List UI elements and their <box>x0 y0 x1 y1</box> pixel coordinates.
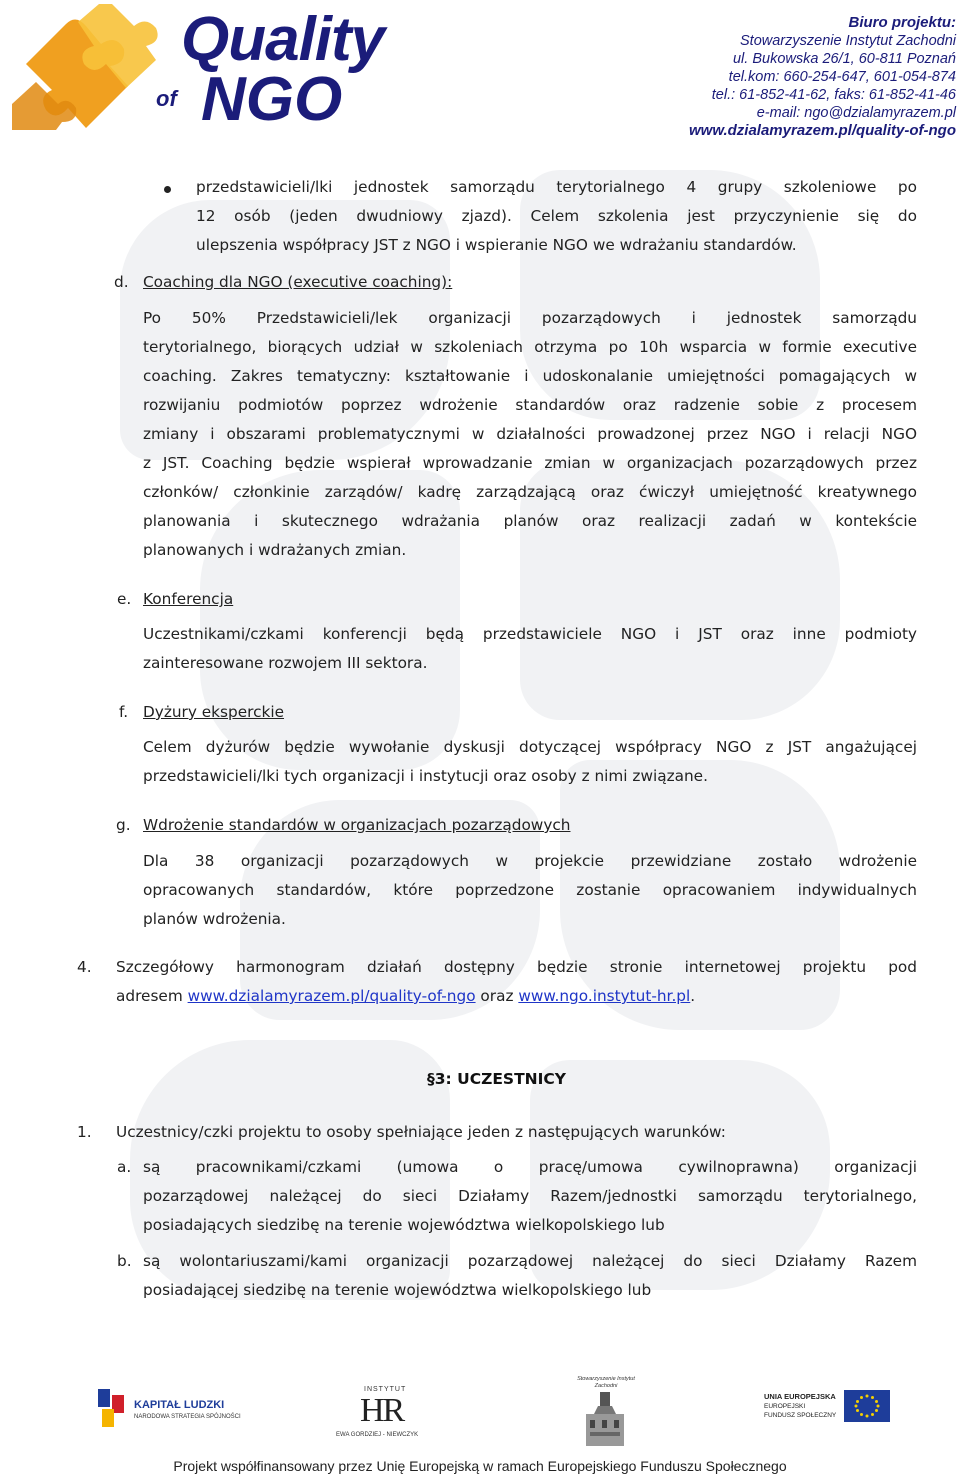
f-para-line-1: Celem dyżurów będzie wywołanie dyskusji dotyczącej współpracy NGO z JST angażującej <box>143 738 917 756</box>
bullet-line-1: przedstawicieli/lki jednostek samorządu terytorialnego 4 grupy szkoleniowe po <box>196 178 917 196</box>
item-a-label: a. <box>117 1158 132 1176</box>
bullet-line-2: 12 osób (jeden dwudniowy zjazd). Celem szkolenia jest przyczynienie się do <box>196 207 917 225</box>
website-link-instytut-hr[interactable]: www.ngo.instytut-hr.pl <box>518 987 691 1005</box>
item-d-label: d. <box>114 273 129 291</box>
a-para-line-3: posiadających siedzibę na terenie województwa wielkopolskiego lub <box>143 1216 665 1234</box>
instytut-hr-logo <box>330 1386 440 1442</box>
funding-statement: Projekt współfinansowany przez Unię Europejską w ramach Europejskiego Funduszu Społecznego <box>173 1458 787 1474</box>
b-para-line-2: posiadającej siedzibę na terenie województwa wielkopolskiego lub <box>143 1281 652 1299</box>
d-para-line-7: członków/ członkinie zarządów/ kadrę zarządzającą oraz ćwiczył umiejętność kreatywnego <box>143 483 917 501</box>
kapital-ludzki-logo <box>98 1385 248 1435</box>
office-label: Biuro projektu: <box>848 14 956 31</box>
item-4-line-1: Szczegółowy harmonogram działań dostępny będzie stronie internetowej projektu pod <box>116 958 917 976</box>
kapital-ludzki-icon <box>98 1389 128 1429</box>
org-name: Stowarzyszenie Instytut Zachodni <box>740 33 956 49</box>
eu-subtitle-2: FUNDUSZ SPOŁECZNY <box>764 1412 837 1419</box>
kl-subtitle: NARODOWA STRATEGIA SPÓJNOŚCI <box>134 1414 241 1420</box>
a-para-line-2: pozarządowej należącej do sieci Działamy Razem/jednostki samorządu terytorialnego, <box>143 1187 917 1205</box>
kl-title: KAPITAŁ LUDZKI <box>134 1399 225 1411</box>
item-g-label: g. <box>116 816 131 834</box>
item-e-title: Konferencja <box>143 590 234 608</box>
org-mobile: tel.kom: 660-254-647, 601-054-874 <box>728 69 956 85</box>
logo-word-ngo: NGO <box>201 65 343 134</box>
item-4-line-2 <box>116 982 695 1011</box>
logo-word-of: of <box>156 86 177 111</box>
section-heading: §3: UCZESTNICY <box>427 1070 566 1088</box>
bullet-icon <box>164 186 171 193</box>
puzzle-logo-icon <box>6 4 176 134</box>
org-address: ul. Bukowska 26/1, 60-811 Poznań <box>732 51 956 67</box>
e-para-line-2: zainteresowane rozwojem III sektora. <box>143 654 428 672</box>
e-para-line-1: Uczestnikami/czkami konferencji będą przedstawiciele NGO i JST oraz inne podmioty <box>143 625 917 643</box>
item-d-title: Coaching dla NGO (executive coaching): <box>143 273 453 291</box>
d-para-line-1: Po 50% Przedstawicieli/lek organizacji pozarządowych i jednostek samorządu <box>143 309 917 327</box>
d-para-line-2: terytorialnego, biorących udział w szkoleniach otrzyma po 10h wsparcia w formie executive <box>143 338 917 356</box>
item-1-label: 1. <box>77 1123 92 1141</box>
d-para-line-6: z JST. Coaching będzie wspierał wprowadzanie zmian w organizacjach pozarządowych przez <box>143 454 917 472</box>
item-1-text: Uczestnicy/czki projektu to osoby spełniające jeden z następujących warunków: <box>116 1123 726 1141</box>
website-link-dzialamyrazem[interactable]: www.dzialamyrazem.pl/quality-of-ngo <box>187 987 476 1005</box>
eu-subtitle-1: EUROPEJSKI <box>764 1403 806 1410</box>
eu-title: UNIA EUROPEJSKA <box>764 1392 836 1401</box>
bullet-line-3: ulepszenia współpracy JST z NGO i wspieranie NGO we wdrażaniu standardów. <box>196 236 797 254</box>
d-para-line-9: planowanych i wdrażanych zmian. <box>143 541 407 559</box>
item-g-title: Wdrożenie standardów w organizacjach pozarządowych <box>143 816 571 834</box>
d-para-line-4: rozwijaniu podmiotów poprzez wdrożenie standardów oraz radzenie sobie z procesem <box>143 396 917 414</box>
d-para-line-8: planowania i skutecznego wdrażania planów oraz realizacji zadań w kontekście <box>143 512 917 530</box>
d-para-line-5: zmiany i obszarami problematycznymi w działalności prowadzonej przez NGO i relacji NGO <box>143 425 917 443</box>
item-4-period: . <box>690 987 696 1005</box>
instytut-zachodni-logo <box>560 1376 650 1452</box>
a-para-line-1: są pracownikami/czkami (umowa o pracę/umowa cywilnoprawna) organizacji <box>143 1158 917 1176</box>
org-email: e-mail: ngo@dzialamyrazem.pl <box>756 105 956 121</box>
g-para-line-3: planów wdrożenia. <box>143 910 286 928</box>
hr-subtitle: EWA GORDZIEJ - NIEWCZYK <box>336 1432 419 1438</box>
quality-of-ngo-logo <box>6 4 436 134</box>
item-f-title: Dyżury eksperckie <box>143 703 285 721</box>
item-4-prefix: adresem <box>116 987 188 1005</box>
g-para-line-1: Dla 38 organizacji pozarządowych w projekcie przewidziane zostało wdrożenie <box>143 852 917 870</box>
eu-efs-logo <box>764 1390 894 1436</box>
item-4-label: 4. <box>77 958 92 976</box>
g-para-line-2: opracowanych standardów, które poprzedzone zostanie opracowaniem indywidualnych <box>143 881 917 899</box>
item-f-label: f. <box>119 703 129 721</box>
f-para-line-2: przedstawicieli/lki tych organizacji i instytucji oraz osoby z nimi związane. <box>143 767 708 785</box>
siz-title: Stowarzyszenie Instytut Zachodni <box>577 1376 635 1389</box>
org-website[interactable]: www.dzialamyrazem.pl/quality-of-ngo <box>689 122 956 139</box>
b-para-line-1: są wolontariuszami/kami organizacji pozarządowej należącej do sieci Działamy Razem <box>143 1252 917 1270</box>
item-e-label: e. <box>117 590 132 608</box>
org-phone-fax: tel.: 61-852-41-62, faks: 61-852-41-46 <box>711 87 956 103</box>
logo-title-quality: Quality <box>181 5 385 74</box>
hr-top: INSTYTUT <box>364 1386 407 1393</box>
town-hall-icon <box>580 1392 630 1448</box>
item-b-label: b. <box>117 1252 132 1270</box>
item-4-conjunction: oraz <box>475 987 519 1005</box>
eu-flag-icon <box>844 1390 890 1422</box>
project-office-info <box>689 14 956 140</box>
d-para-line-3: coaching. Zakres tematyczny: kształtowanie i udoskonalanie umiejętności pomagających w <box>143 367 917 385</box>
hr-mark: HR <box>360 1392 404 1429</box>
